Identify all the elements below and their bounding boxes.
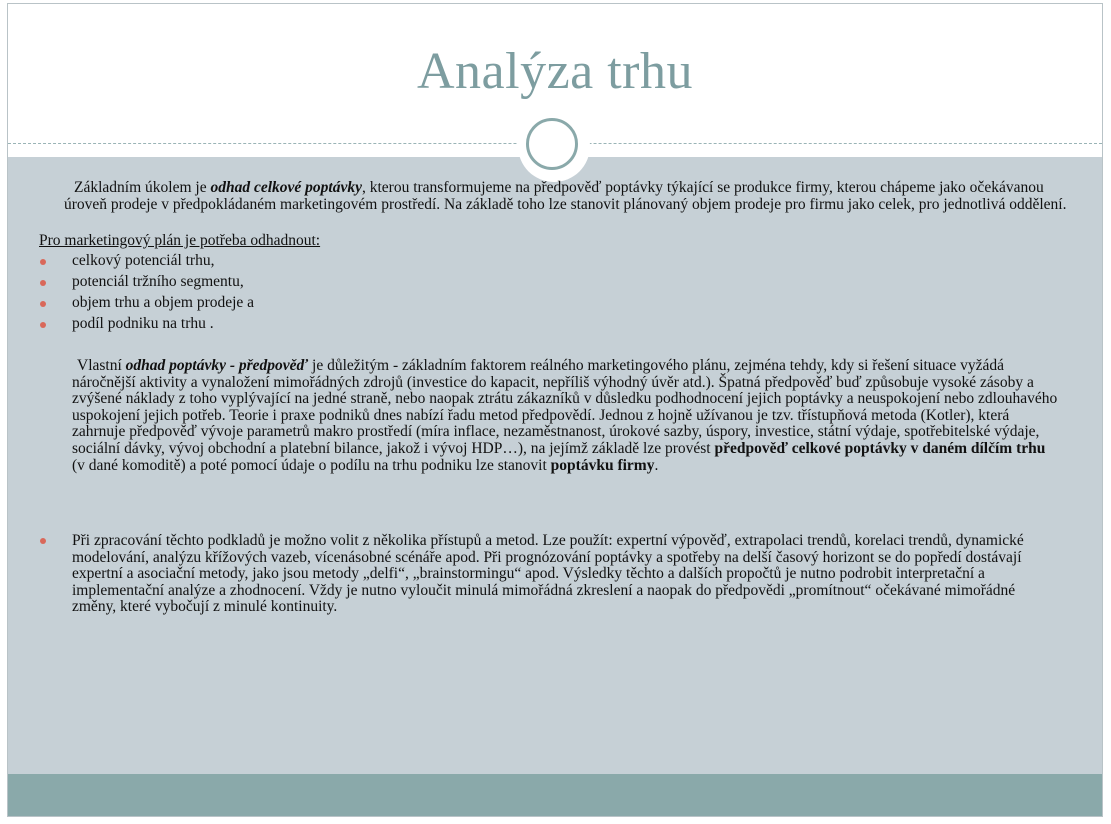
- slide: [7, 3, 1103, 817]
- forecast-emphasis-3: poptávku firmy: [550, 456, 655, 474]
- forecast-text-3: (v dané komoditě) a poté pomocí údaje o podílu na trhu podniku lze stanovit: [72, 456, 551, 474]
- slide-body: [8, 4, 1102, 816]
- list-item: potenciál tržního segmentu,: [72, 273, 244, 290]
- bullet-dot: [40, 538, 46, 544]
- forecast-text-2: je důležitým - základním faktorem reálného marketingového plánu, zejména tehdy, kdy si řešení situace vyžádá náročnější aktivity a vynaložení mimořádných zdrojů (investice do kapacit, nepříliš výhodný úvěr atd.). Špatná předpověď buď způsobuje vysoké zásoby a zvýšené náklady z toho vyplývající na jedné straně, nebo naopak ztrátu zákazníků v důsledku podhodnocení jejich poptávky a neuspokojení nebo zdlouhavého uspokojení jejich potřeb. Teorie i praxe podniků dnes nabízí řadu metod předpovědí. Jednou z hojně užívanou je tzv. třístupňová metoda (Kotler), která zahrnuje předpověď vývoje parametrů makro prostředí (míra inflace, nezaměstnanost, úrokové sazby, úspory, investice, státní výdaje, spotřebitelské výdaje, sociální dávky, vývoj obchodní a platební bilance, jakož i vývoj HDP…), na jejímž základě lze provést: [72, 357, 1058, 457]
- bullet-dot: [40, 280, 46, 286]
- intro-emphasis: odhad celkové poptávky: [210, 179, 362, 196]
- bullet-dot: [40, 259, 46, 265]
- forecast-text-4: .: [654, 456, 659, 474]
- forecast-text-1: Vlastní: [77, 357, 126, 374]
- bullet-dot: [40, 322, 46, 328]
- intro-text-2: , kterou transformujeme na předpověď poptávky týkající se produkce firmy, kterou chápeme jako očekávanou úroveň prodeje v předpokládaném marketingovém prostředí. Na základě toho lze stanovit plánovaný objem prodeje pro firmu jako celek, pro jednotlivá oddělení.: [64, 179, 1067, 213]
- methods-paragraph: Při zpracování těchto podkladů je možno volit z několika přístupů a metod. Lze použít: expertní výpověď, extrapolaci trendů, korelaci trendů, dynamické modelování, analýzu křížových vazeb, vícenásobné scénáře apod. Při prognózování poptávky a spotřeby na delší časový horizont se do popředí dostávají expertní a asociační metody, jako jsou metody „delfi“, „brainstormingu“ apod. Výsledky těchto a dalších propočtů je nutno podrobit interpretační a implementační analýze a zhodnocení. Vždy je nutno vyloučit minulá mimořádná zkreslení a naopak do předpovědi „promítnout“ očekávané mimořádné změny, které vybočují z minulé kontinuity.: [72, 532, 1024, 616]
- list-heading: Pro marketingový plán je potřeba odhadnout:: [39, 232, 321, 249]
- list-item: objem trhu a objem prodeje a: [72, 294, 255, 311]
- intro-text-1: Základním úkolem je: [74, 179, 211, 196]
- list-item: podíl podniku na trhu .: [72, 315, 214, 332]
- list-item: celkový potenciál trhu,: [72, 252, 215, 269]
- slide-title: Analýza trhu: [416, 43, 693, 100]
- forecast-paragraph: [72, 358, 1062, 474]
- bullet-dot: [40, 301, 46, 307]
- forecast-emphasis-1: odhad poptávky - předpověď: [125, 357, 309, 374]
- intro-paragraph: [64, 180, 1070, 213]
- forecast-emphasis-2: předpověď celkové poptávky v daném dílčím trhu: [714, 439, 1046, 457]
